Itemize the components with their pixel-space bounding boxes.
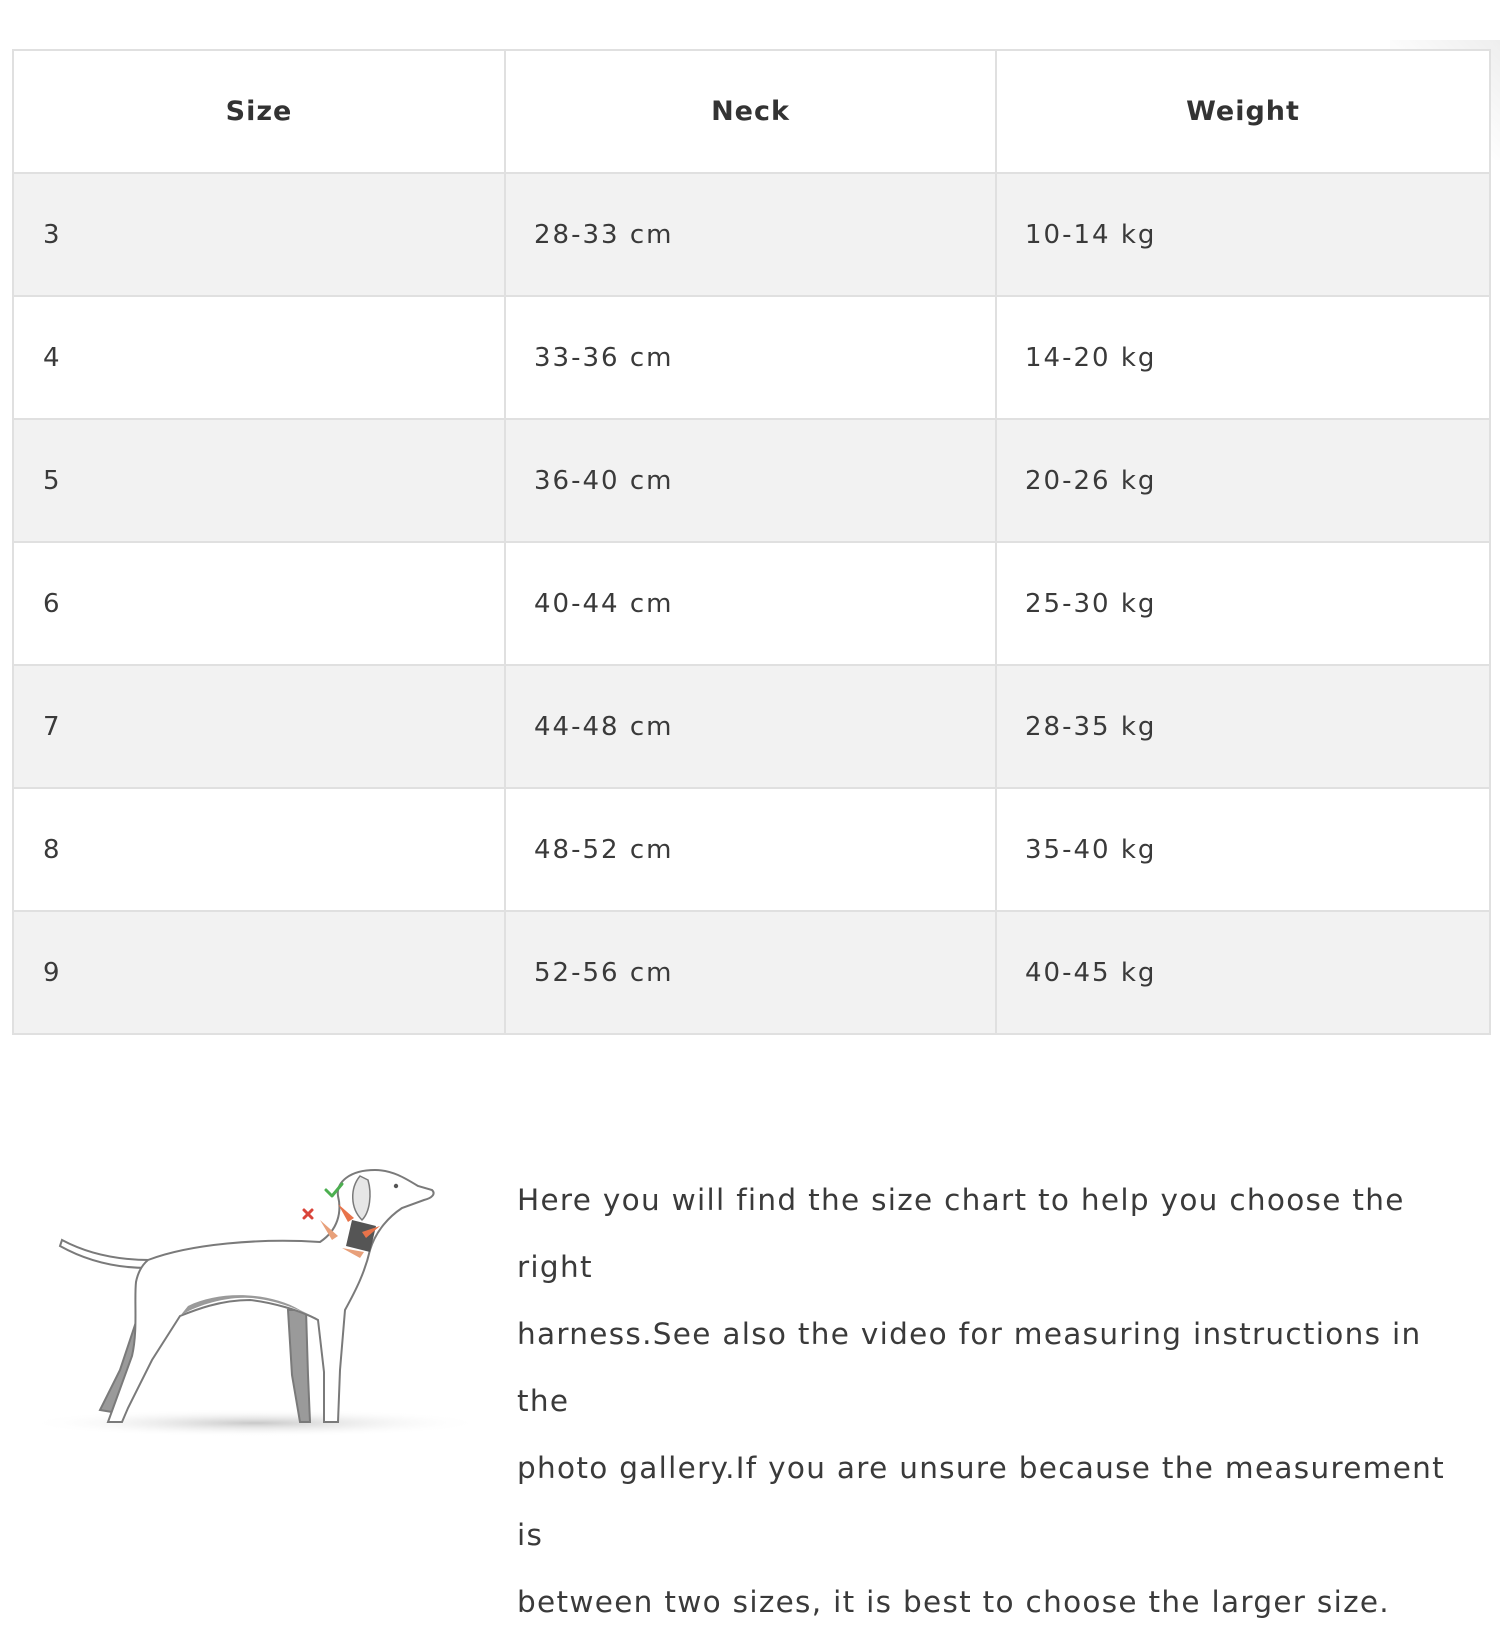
- description-line: Here you will find the size chart to help you choose the right: [517, 1183, 1405, 1284]
- weight-cell: 10-14 kg: [996, 173, 1490, 296]
- neck-cell: 28-33 cm: [505, 173, 996, 296]
- weight-cell: 20-26 kg: [996, 419, 1490, 542]
- neck-cell: 52-56 cm: [505, 911, 996, 1034]
- table-header-row: [13, 50, 1490, 173]
- size-cell: 8: [13, 788, 505, 911]
- size-cell: 5: [13, 419, 505, 542]
- weight-cell: 35-40 kg: [996, 788, 1490, 911]
- size-cell: 9: [13, 911, 505, 1034]
- weight-cell: 25-30 kg: [996, 542, 1490, 665]
- size-cell: 6: [13, 542, 505, 665]
- column-header-weight: Weight: [996, 50, 1490, 173]
- description-line: photo gallery.If you are unsure because the measurement is: [517, 1451, 1446, 1552]
- table-row: [13, 665, 1490, 788]
- neck-cell: 40-44 cm: [505, 542, 996, 665]
- size-chart-description: [517, 1167, 1477, 1636]
- size-cell: 7: [13, 665, 505, 788]
- dog-front-leg-shaded: [288, 1310, 310, 1422]
- table-row: [13, 788, 1490, 911]
- neck-cell: 33-36 cm: [505, 296, 996, 419]
- cross-icon: [304, 1210, 312, 1218]
- neck-cell: 48-52 cm: [505, 788, 996, 911]
- dog-measuring-neck-icon: [20, 1160, 480, 1450]
- description-line: harness.See also the video for measuring instructions in the: [517, 1317, 1422, 1418]
- neck-cell: 44-48 cm: [505, 665, 996, 788]
- column-header-neck: Neck: [505, 50, 996, 173]
- description-line: between two sizes, it is best to choose the larger size.: [517, 1585, 1390, 1619]
- weight-cell: 40-45 kg: [996, 911, 1490, 1034]
- table-row: [13, 296, 1490, 419]
- weight-cell: 28-35 kg: [996, 665, 1490, 788]
- floor-shadow: [25, 1409, 480, 1437]
- dog-eye: [394, 1184, 398, 1188]
- weight-cell: 14-20 kg: [996, 296, 1490, 419]
- table-row: [13, 173, 1490, 296]
- table-row: [13, 419, 1490, 542]
- neck-cell: 36-40 cm: [505, 419, 996, 542]
- size-cell: 3: [13, 173, 505, 296]
- table-row: [13, 911, 1490, 1034]
- dog-tail: [60, 1240, 150, 1268]
- column-header-size: Size: [13, 50, 505, 173]
- size-chart-table: [12, 49, 1491, 1035]
- size-cell: 4: [13, 296, 505, 419]
- dog-body: [108, 1170, 434, 1422]
- table-row: [13, 542, 1490, 665]
